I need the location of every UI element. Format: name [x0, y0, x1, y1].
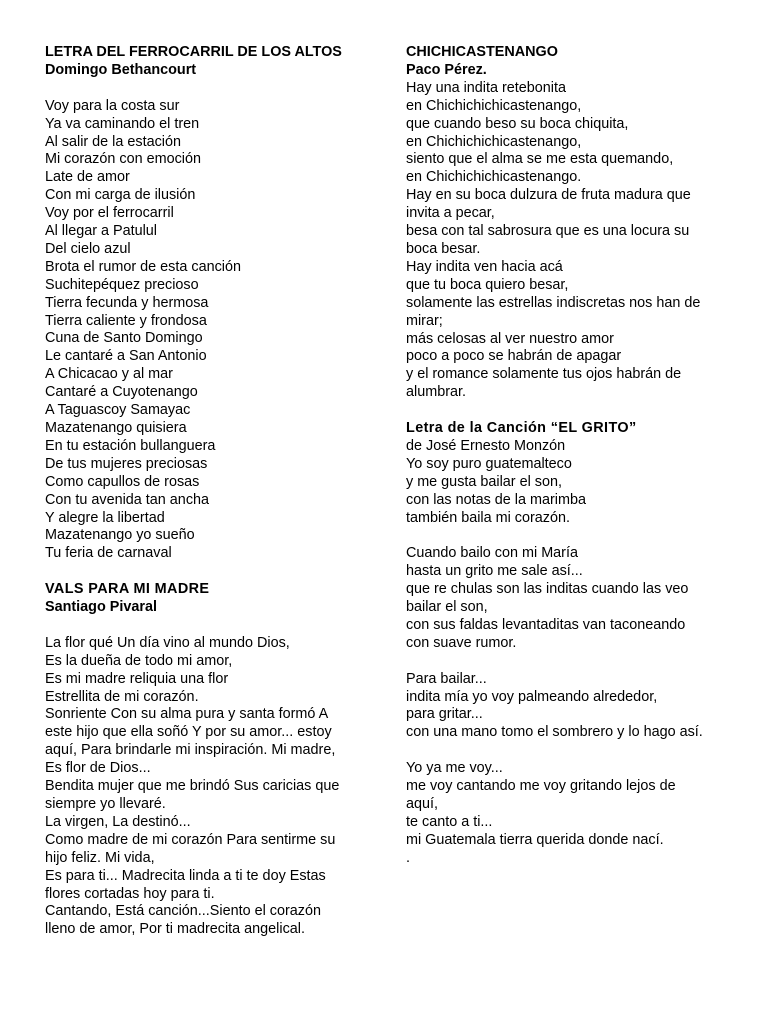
lyric-line: Voy para la costa sur	[45, 97, 180, 114]
lyric-line: más celosas al ver nuestro amor	[406, 330, 614, 347]
spacer	[406, 402, 724, 420]
lyric-line: Al salir de la estación	[45, 133, 181, 150]
lyric-line: mirar;	[406, 312, 443, 329]
lyric-line: también baila mi corazón.	[406, 509, 570, 526]
lyric-line: boca besar.	[406, 240, 481, 257]
lyric-line: .	[406, 849, 410, 866]
lyric-line: Y alegre la libertad	[45, 509, 165, 526]
song-author: Santiago Pivaral	[45, 599, 157, 616]
lyric-line: Mazatenango yo sueño	[45, 527, 195, 544]
lyric-line: poco a poco se habrán de apagar	[406, 348, 622, 365]
lyric-line: Hay indita ven hacia acá	[406, 258, 563, 275]
song-lyrics	[406, 80, 724, 402]
lyric-line: Hay en su boca dulzura de fruta madura que	[406, 187, 691, 204]
lyric-line: La flor qué Un día vino al mundo Dios,	[45, 634, 290, 651]
lyric-line: Late de amor	[45, 169, 130, 186]
lyric-line: con sus faldas levantaditas van taconeando	[406, 616, 686, 633]
lyric-line: flores cortadas hoy para ti.	[45, 885, 215, 902]
lyric-line: Le cantaré a San Antonio	[45, 348, 207, 365]
lyric-line: Es flor de Dios...	[45, 760, 151, 777]
lyric-line: y me gusta bailar el son,	[406, 473, 562, 490]
lyric-line: Al llegar a Patulul	[45, 223, 157, 240]
lyric-line: hijo feliz. Mi vida,	[45, 849, 155, 866]
lyric-line: que tu boca quiero besar,	[406, 276, 569, 293]
song-lyrics-intro	[406, 438, 724, 528]
lyric-line: mi Guatemala tierra querida donde nací.	[406, 831, 664, 848]
lyric-line: Brota el rumor de esta canción	[45, 258, 241, 275]
lyric-line: en Chichichichicastenango,	[406, 133, 582, 150]
lyric-line: me voy cantando me voy gritando lejos de	[406, 778, 676, 795]
song-title: VALS PARA MI MADRE	[45, 581, 210, 598]
lyric-line: Tierra fecunda y hermosa	[45, 294, 209, 311]
lyric-line: para gritar...	[406, 706, 483, 723]
lyric-line: Con mi carga de ilusión	[45, 187, 196, 204]
lyric-line: te canto a ti...	[406, 813, 493, 830]
lyric-line: de José Ernesto Monzón	[406, 437, 566, 454]
lyric-line: aquí,	[406, 796, 439, 812]
lyric-line: Mi corazón con emoción	[45, 151, 201, 168]
lyric-line: solamente las estrellas indiscretas nos han de	[406, 294, 701, 311]
spacer	[406, 742, 724, 760]
lyric-line: Suchitepéquez precioso	[45, 276, 199, 293]
song-title: LETRA DEL FERROCARRIL DE LOS ALTOS	[45, 44, 342, 60]
lyric-line: alumbrar.	[406, 384, 466, 401]
lyric-line: con una mano tomo el sombrero y lo hago así.	[406, 724, 703, 741]
lyric-line: indita mía yo voy palmeando alrededor,	[406, 688, 658, 705]
lyric-line: Sonriente Con su alma pura y santa formó A	[45, 706, 329, 723]
lyric-line: invita a pecar,	[406, 205, 495, 222]
lyric-line: A Chicacao y al mar	[45, 366, 173, 383]
lyric-line: Yo ya me voy...	[406, 760, 503, 777]
lyric-line: Tu feria de carnaval	[45, 545, 172, 562]
lyric-line: Cantaré a Cuyotenango	[45, 384, 198, 401]
lyric-line: Estrellita de mi corazón.	[45, 688, 199, 705]
spacer	[45, 80, 365, 98]
lyric-line: Voy por el ferrocarril	[45, 205, 174, 222]
lyric-line: Con tu avenida tan ancha	[45, 491, 210, 508]
lyric-line: siempre yo llevaré.	[45, 796, 166, 813]
lyric-line: Es para ti... Madrecita linda a ti te doy Estas	[45, 867, 326, 884]
song-lyrics-verse	[406, 671, 724, 743]
lyric-line: aquí, Para brindarle mi inspiración. Mi madre,	[45, 742, 336, 759]
left-column	[45, 44, 365, 939]
lyric-line: en Chichichichicastenango.	[406, 169, 582, 186]
lyric-line: bailar el son,	[406, 599, 488, 616]
song-title: CHICHICASTENANGO	[406, 44, 558, 60]
song-lyrics	[45, 98, 365, 564]
lyric-line: Es la dueña de todo mi amor,	[45, 652, 233, 669]
lyric-line: Tierra caliente y frondosa	[45, 312, 207, 329]
song-lyrics-verse	[406, 760, 724, 867]
lyric-line: De tus mujeres preciosas	[45, 455, 208, 472]
lyric-line: Cuna de Santo Domingo	[45, 330, 203, 347]
song-lyrics-verse	[406, 545, 724, 652]
lyric-line: lleno de amor, Por ti madrecita angelical.	[45, 921, 305, 938]
lyric-line: que cuando beso su boca chiquita,	[406, 115, 629, 132]
spacer	[406, 653, 724, 671]
lyric-line: Mazatenango quisiera	[45, 420, 187, 437]
song-el-grito	[406, 420, 724, 868]
spacer	[45, 617, 365, 635]
right-column	[406, 44, 724, 868]
lyric-line: Como capullos de rosas	[45, 473, 200, 490]
song-author: Paco Pérez.	[406, 61, 487, 78]
lyric-line: Del cielo azul	[45, 240, 131, 257]
song-vals-para-mi-madre	[45, 581, 365, 939]
lyric-line: Ya va caminando el tren	[45, 115, 200, 132]
lyric-line: La virgen, La destinó...	[45, 813, 191, 830]
lyric-line: este hijo que ella soñó Y por su amor... estoy	[45, 724, 332, 741]
lyric-line: hasta un grito me sale así...	[406, 563, 583, 580]
lyric-line: Como madre de mi corazón Para sentirme su	[45, 831, 336, 848]
song-chichicastenango	[406, 44, 724, 402]
song-ferrocarril	[45, 44, 365, 563]
song-title: Letra de la Canción “EL GRITO”	[406, 420, 637, 437]
lyric-line: Yo soy puro guatemalteco	[406, 455, 572, 472]
lyric-line: Es mi madre reliquia una flor	[45, 670, 229, 687]
song-lyrics	[45, 635, 365, 939]
lyric-line: y el romance solamente tus ojos habrán de	[406, 366, 682, 383]
lyric-line: Bendita mujer que me brindó Sus caricias que	[45, 778, 340, 795]
lyric-line: en Chichichichicastenango,	[406, 97, 582, 114]
lyric-line: que re chulas son las inditas cuando las veo	[406, 581, 689, 598]
lyric-line: Para bailar...	[406, 670, 487, 687]
lyric-line: con las notas de la marimba	[406, 491, 586, 508]
spacer	[406, 527, 724, 545]
song-author: Domingo Bethancourt	[45, 61, 197, 78]
lyric-line: A Taguascoy Samayac	[45, 402, 191, 419]
lyric-line: Cantando, Está canción...Siento el corazón	[45, 903, 321, 920]
lyric-line: Hay una indita retebonita	[406, 79, 567, 96]
lyric-line: En tu estación bullanguera	[45, 437, 216, 454]
lyric-line: con suave rumor.	[406, 634, 517, 651]
lyric-line: siento que el alma se me esta quemando,	[406, 151, 674, 168]
lyric-line: besa con tal sabrosura que es una locura su	[406, 223, 690, 240]
spacer	[45, 563, 365, 581]
lyric-line: Cuando bailo con mi María	[406, 545, 578, 562]
